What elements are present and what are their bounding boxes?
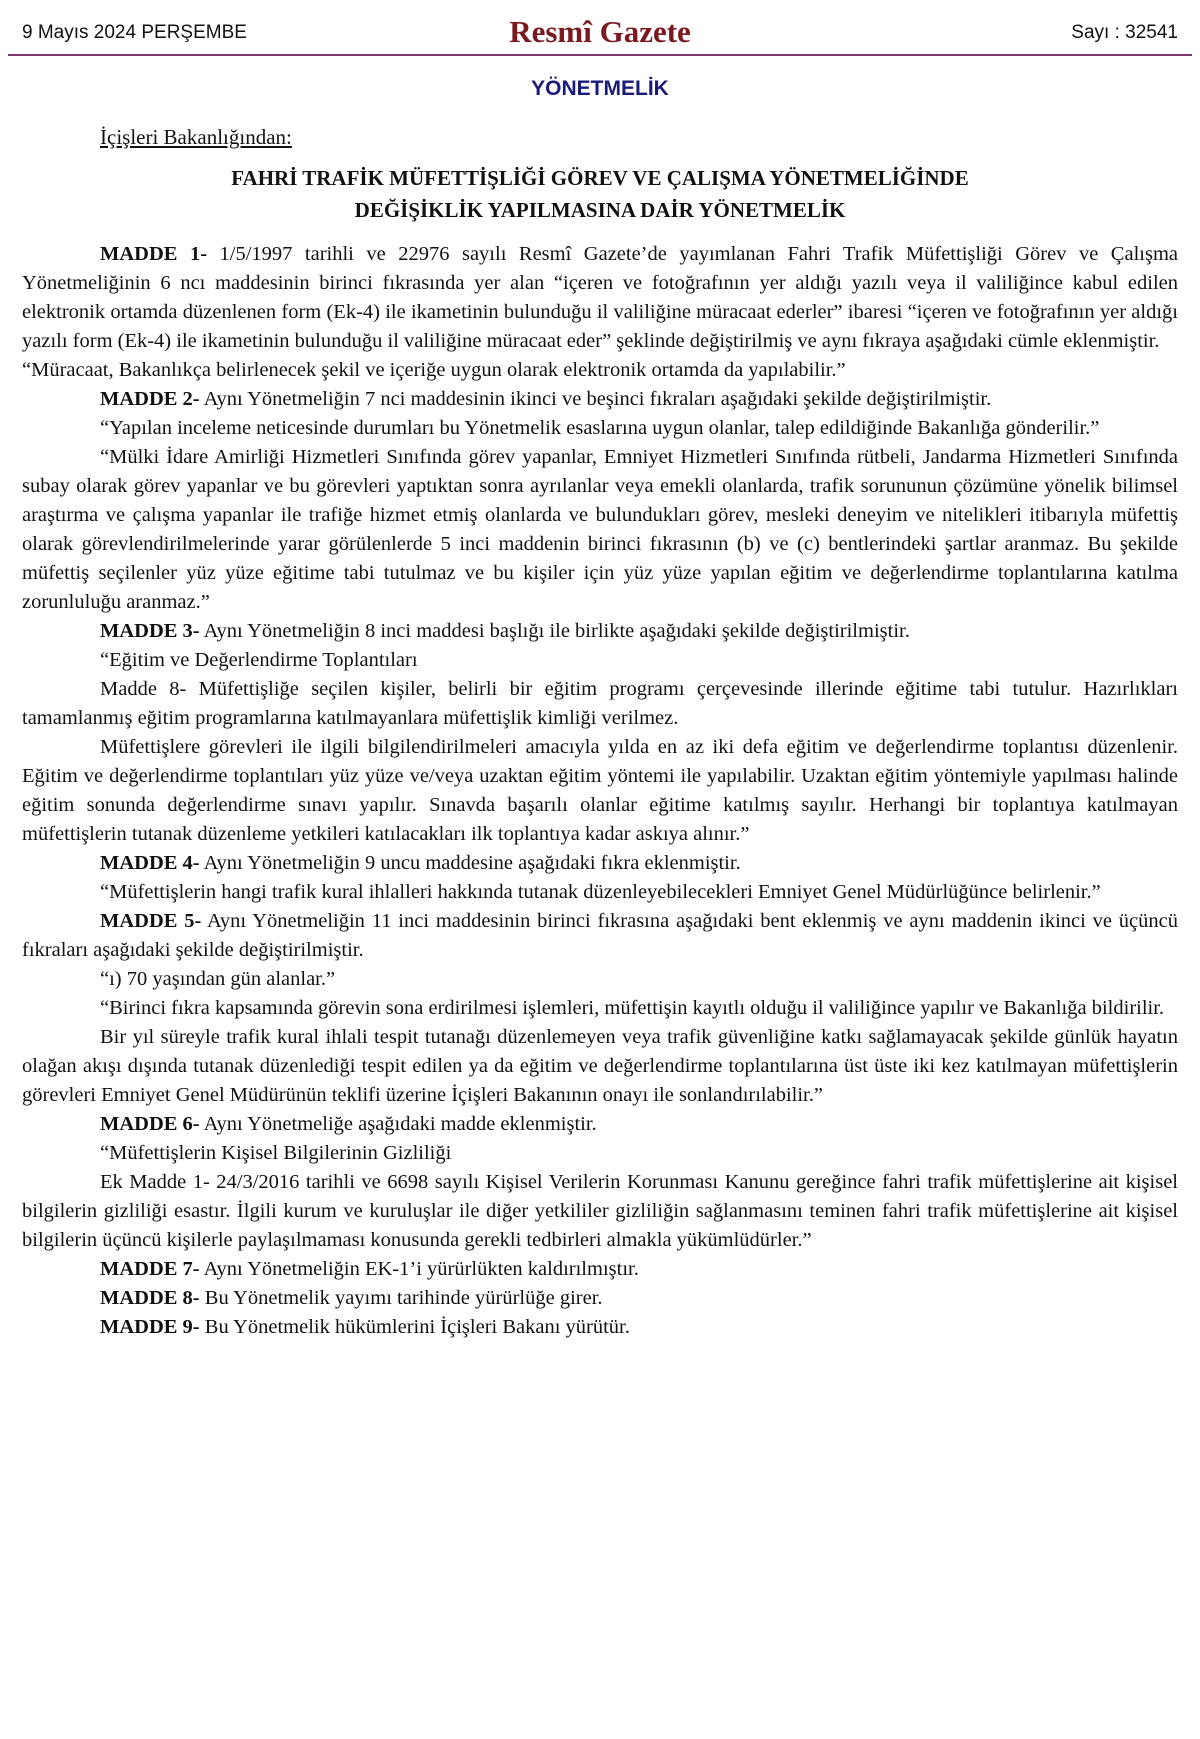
article-1: MADDE 1- 1/5/1997 tarihli ve 22976 sayılı Resmî Gazete’de yayımlanan Fahri Trafik Müfettişliği Görev ve Çalışma Yönetmeliğinin 6 ncı maddesinin birinci fıkrasında yer alan “içeren ve fotoğrafının yer aldığı yazılı veya il valiliğince kabul edilen elektronik ortamda düzenlenen form (Ek-4) ile ikametinin bulunduğu il valiliğine müracaat ederler” ibaresi “içeren ve fotoğrafının yer aldığı yazılı form (Ek-4) ile ikametinin bulunduğu il valiliğine müracaat eder” şeklinde değiştirilmiş ve aynı fıkraya aşağıdaki cümle eklenmiştir.: [22, 243, 1178, 352]
document-title-line-2: DEĞİŞİKLİK YAPILMASINA DAİR YÖNETMELİK: [354, 198, 846, 222]
article-4: MADDE 4- Aynı Yönetmeliğin 9 uncu maddesine aşağıdaki fıkra eklenmiştir.: [100, 852, 741, 874]
amended-paragraph: “Birinci fıkra kapsamında görevin sona erdirilmesi işlemleri, müfettişin kayıtlı olduğu il valiliğince yapılır ve Bakanlığa bildirilir.: [100, 997, 1165, 1019]
amended-paragraph: Madde 8- Müfettişliğe seçilen kişiler, belirli bir eğitim programı çerçevesinde illerinde eğitime tabi tutulur. Hazırlıkları tamamlanmış eğitim programlarına katılmayanlara müfettişlik kimliği verilmez.: [22, 678, 1178, 729]
article-9: MADDE 9- Bu Yönetmelik hükümlerini İçişleri Bakanı yürütür.: [100, 1316, 630, 1338]
sub-heading: “Eğitim ve Değerlendirme Toplantıları: [100, 649, 418, 671]
article-label: MADDE 8-: [100, 1287, 200, 1309]
article-8: MADDE 8- Bu Yönetmelik yayımı tarihinde yürürlüğe girer.: [100, 1287, 603, 1309]
sub-heading: “Müfettişlerin Kişisel Bilgilerinin Gizliliği: [100, 1142, 452, 1164]
amended-paragraph: “Mülki İdare Amirliği Hizmetleri Sınıfında görev yapanlar, Emniyet Hizmetleri Sınıfında rütbeli, Jandarma Hizmetleri Sınıfında subay olarak görev yapanlar ve bu görevleri yaptıktan sonra ayrılanlar veya emekli olanlarda, trafik sorununun çözümüne yönelik bilimsel araştırma ve çalışma yapanlar ile trafiğe hizmet etmiş olanlarda ve bulundukları görev, mesleki deneyim ve nitelikleri itibarıyla müfettiş olarak görevlendirilmelerinde yarar görülenlerde 5 inci maddenin birinci fıkrasının (b) ve (c) bentlerindeki şartlar aranmaz. Bu şekilde müfettiş seçilenler yüz yüze eğitime tabi tutulmaz ve bu kişiler için yüz yüze yapılan eğitim ve değerlendirme toplantılarına katılma zorunluluğu aranmaz.”: [22, 446, 1178, 613]
article-label: MADDE 4-: [100, 852, 200, 874]
article-label: MADDE 3-: [100, 620, 200, 642]
regulation-body: [22, 240, 1178, 1342]
amended-paragraph: Müfettişlere görevleri ile ilgili bilgilendirilmeleri amacıyla yılda en az iki defa eğitim ve değerlendirme toplantısı düzenlenir. Eğitim ve değerlendirme toplantıları yüz yüze ve/veya uzaktan eğitim yöntemi ile yapılabilir. Uzaktan eğitim yöntemiyle yapılması halinde eğitim sonunda değerlendirme sınavı yapılır. Sınavda başarılı olanlar eğitime katılmış sayılır. Herhangi bir toplantıya katılmayan müfettişlerin tutanak düzenleme yetkileri katılacakları ilk toplantıya kadar askıya alınır.”: [22, 736, 1178, 845]
article-label: MADDE 2-: [100, 388, 200, 410]
amended-paragraph: “ı) 70 yaşından gün alanlar.”: [100, 968, 336, 990]
amended-paragraph: “Yapılan inceleme neticesinde durumları bu Yönetmelik esaslarına uygun olanlar, talep edildiğinde Bakanlığa gönderilir.”: [100, 417, 1100, 439]
article-5: MADDE 5- Aynı Yönetmeliğin 11 inci maddesinin birinci fıkrasına aşağıdaki bent eklenmiş ve aynı maddenin ikinci ve üçüncü fıkraları aşağıdaki şekilde değiştirilmiştir.: [22, 910, 1178, 961]
issuing-authority: İçişleri Bakanlığından:: [100, 125, 292, 149]
article-label: MADDE 1-: [100, 243, 208, 265]
gazette-title: Resmî Gazete: [509, 14, 691, 49]
document-title: [0, 162, 1200, 226]
article-2: MADDE 2- Aynı Yönetmeliğin 7 nci maddesinin ikinci ve beşinci fıkraları aşağıdaki şekilde değiştirilmiştir.: [100, 388, 992, 410]
header-divider: [8, 54, 1192, 56]
article-3: MADDE 3- Aynı Yönetmeliğin 8 inci maddesi başlığı ile birlikte aşağıdaki şekilde değiştirilmiştir.: [100, 620, 910, 642]
article-label: MADDE 9-: [100, 1316, 200, 1338]
article-6: MADDE 6- Aynı Yönetmeliğe aşağıdaki madde eklenmiştir.: [100, 1113, 597, 1135]
amended-paragraph: Bir yıl süreyle trafik kural ihlali tespit tutanağı düzenlemeyen veya trafik güvenliğine katkı sağlamayacak şekilde günlük hayatın olağan akışı dışında tutanak düzenlediği tespit edilen ya da eğitim ve değerlendirme toplantılarına üst üste iki kez katılmayan müfettişlerin görevleri Emniyet Genel Müdürünün teklifi üzerine İçişleri Bakanının onayı ile sonlandırılabilir.”: [22, 1026, 1178, 1106]
article-label: MADDE 7-: [100, 1258, 200, 1280]
article-label: MADDE 6-: [100, 1113, 200, 1135]
gazette-header: [8, 0, 1192, 58]
amended-paragraph: Ek Madde 1- 24/3/2016 tarihli ve 6698 sayılı Kişisel Verilerin Korunması Kanunu gereğince fahri trafik müfettişlerine ait kişisel bilgilerin gizliliği esastır. İlgili kurum ve kuruluşlar ile diğer yetkililer gizliliğin sağlanmasını teminen fahri trafik müfettişlerine ait kişisel bilgilerin üçüncü kişilerle paylaşılmaması konusunda gerekli tedbirleri almakla yükümlüdürler.”: [22, 1171, 1178, 1251]
section-label: YÖNETMELİK: [531, 77, 669, 100]
article-label: MADDE 5-: [100, 910, 202, 932]
issue-number: Sayı : 32541: [1071, 22, 1178, 43]
document-title-line-1: FAHRİ TRAFİK MÜFETTİŞLİĞİ GÖREV VE ÇALIŞMA YÖNETMELİĞİNDE: [231, 166, 969, 190]
publication-date: 9 Mayıs 2024 PERŞEMBE: [22, 22, 247, 43]
amended-paragraph: “Müfettişlerin hangi trafik kural ihlalleri hakkında tutanak düzenleyebilecekleri Emniyet Genel Müdürlüğünce belirlenir.”: [100, 881, 1101, 903]
quoted-sentence: “Müracaat, Bakanlıkça belirlenecek şekil ve içeriğe uygun olarak elektronik ortamda da yapılabilir.”: [22, 359, 846, 381]
article-7: MADDE 7- Aynı Yönetmeliğin EK-1’i yürürlükten kaldırılmıştır.: [100, 1258, 639, 1280]
